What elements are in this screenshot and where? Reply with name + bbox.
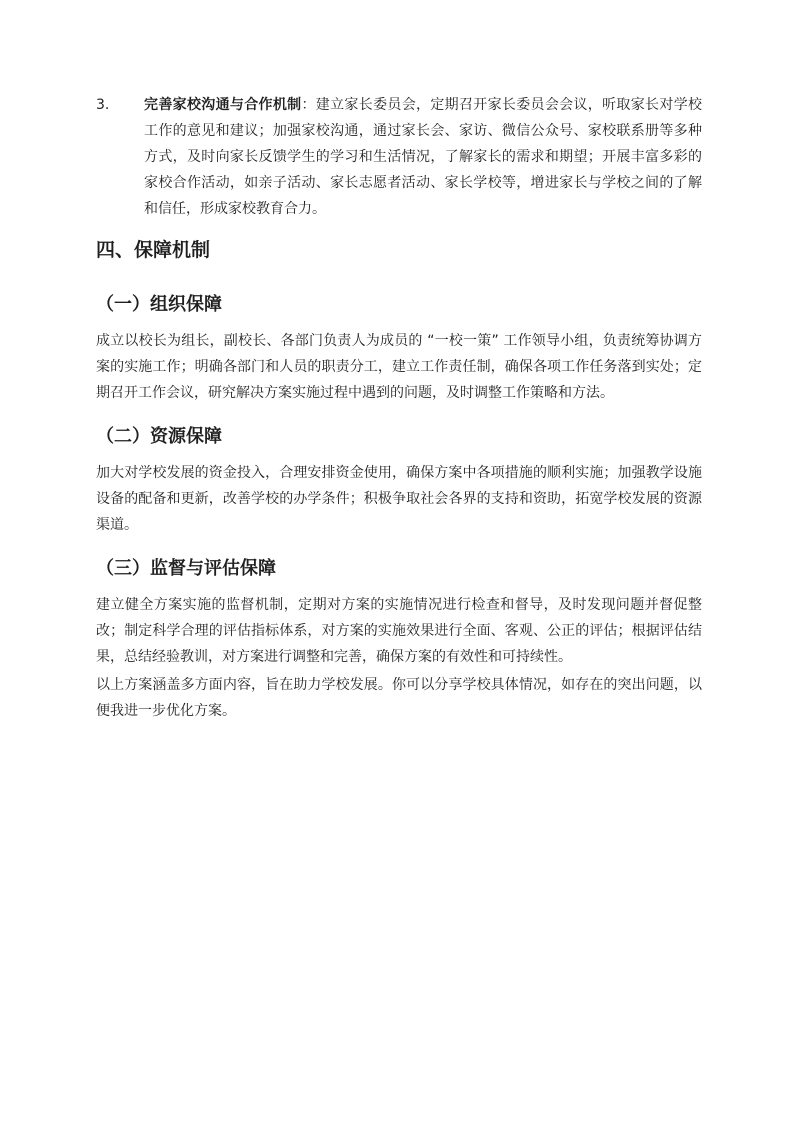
subsection-heading-resources: （二）资源保障: [96, 426, 222, 447]
list-item-text: ：建立家长委员会，定期召开家长委员会会议，听取家长对学校工作的意见和建议；加强家校沟通，通过家长会、家访、微信公众号、家校联系册等多种方式，及时向家长反馈学生的学习和生活情况，了解家长的需求和期望；开展丰富多彩的家校合作活动，如亲子活动、家长志愿者活动、家长学校等，增进家长与学校之间的了解和信任，形成家校教育合力。: [144, 97, 703, 217]
closing-paragraph: 以上方案涵盖多方面内容，旨在助力学校发展。你可以分享学校具体情况，如存在的突出问题，以便我进一步优化方案。: [96, 677, 702, 719]
list-item-body: [144, 92, 702, 222]
paragraph-resources: 加大对学校发展的资金投入，合理安排资金使用，确保方案中各项措施的顺利实施；加强教学设施设备的配备和更新，改善学校的办学条件；积极争取社会各界的支持和资助，拓宽学校发展的资源渠道。: [96, 465, 702, 533]
paragraph-supervision: 建立健全方案实施的监督机制，定期对方案的实施情况进行检查和督导，及时发现问题并督促整改；制定科学合理的评估指标体系，对方案的实施效果进行全面、客观、公正的评估；根据评估结果，总结经验教训，对方案进行调整和完善，确保方案的有效性和可持续性。: [96, 597, 702, 665]
subsection-heading-organization: （一）组织保障: [96, 294, 222, 315]
list-item-bold-lead: 完善家校沟通与合作机制: [144, 97, 302, 113]
list-number: 3.: [96, 97, 110, 113]
subsection-heading-supervision: （三）监督与评估保障: [96, 558, 276, 579]
section-heading-guarantee: 四、保障机制: [96, 239, 211, 261]
list-item-3: [96, 92, 702, 222]
paragraph-organization: 成立以校长为组长，副校长、各部门负责人为成员的 “一校一策” 工作领导小组，负责统筹协调方案的实施工作；明确各部门和人员的职责分工，建立工作责任制，确保各项工作任务落到实处；定期召开工作会议，研究解决方案实施过程中遇到的问题，及时调整工作策略和方法。: [96, 333, 702, 401]
